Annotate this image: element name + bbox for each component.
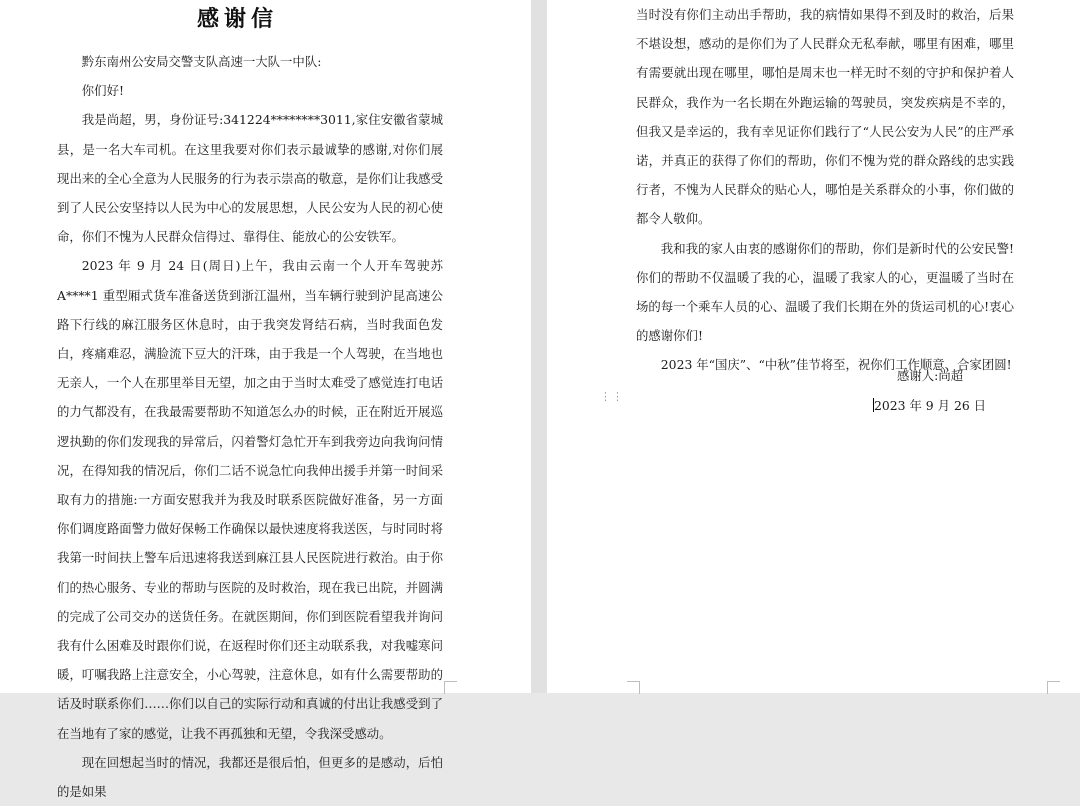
page-corner-mark — [444, 681, 457, 694]
letter-title: 感谢信 — [196, 6, 278, 32]
signature-name: 感谢人:尚超 — [897, 368, 964, 383]
letter-paragraph-reflection-start: 现在回想起当时的情况，我都还是很后怕，但更多的是感动，后怕的是如果 — [57, 754, 443, 800]
document-page-right[interactable] — [547, 0, 1080, 693]
letter-paragraph-wishes: 2023 年“国庆”、“中秋”佳节将至，祝你们工作顺意、合家团圆! — [660, 357, 1012, 373]
letter-paragraph-incident: 2023 年 9 月 24 日(周日)上午，我由云南一个人开车驾驶苏 A****1 重型厢式货车准备送货到浙江温州，当车辆行驶到沪昆高速公路下行线的麻江服务区休息时，由于我突发肾结石病，当时我面色发白，疼痛难忍，满脸流下豆大的汗珠，由于我是一个人驾驶，在当地也无亲人，一个人在那里举目无望，加之由于当时太难受了感觉连打电话的力气都没有，在我最需要帮助不知道怎么办的时候，正在附近开展巡逻执勤的你们发现我的异常后，闪着警灯急忙开车到我旁边向我询问情况，在得知我的情况后，你们二话不说急忙向我伸出援手并第一时间采取有力的措施:一方面安慰我并为我及时联系医院做好准备，另一方面你们调度路面警力做好保畅工作确保以最快速度将我送医，与时同时将我第一时间扶上警车后迅速将我送到麻江县人民医院进行救治。由于你们的热心服务、专业的帮助与医院的及时救治，现在我已出院，并圆满的完成了公司交办的送货任务。在就医期间，你们到医院看望我并询问我有什么困难及时跟你们说，在返程时你们还主动联系我，对我嘘寒问暖，叮嘱我路上注意安全，小心驾驶，注意休息，如有什么需要帮助的话及时联系你们……你们以自己的实际行动和真诚的付出让我感受到了在当地有了家的感觉，让我不再孤独和无望，令我深受感动。 — [57, 258, 443, 741]
signature-date-line[interactable] — [873, 396, 986, 414]
signature-date: 2023 年 9 月 26 日 — [874, 398, 987, 413]
letter-greeting: 你们好! — [81, 83, 124, 99]
paragraph-drag-handle-icon[interactable]: ⋮⋮ — [600, 390, 624, 403]
letter-addressee: 黔东南州公安局交警支队高速一大队一中队: — [81, 54, 322, 69]
left-page-body[interactable] — [57, 47, 443, 806]
right-page-body[interactable] — [636, 0, 1014, 380]
page-gap — [531, 0, 547, 693]
letter-paragraph-reflection-end: 当时没有你们主动出手帮助，我的病情如果得不到及时的救治，后果不堪设想，感动的是你们为了人民群众无私奉献，哪里有困难，哪里有需要就出现在哪里，哪怕是周末也一样无时不刻的守护和保护着人民群众，我作为一名长期在外跑运输的驾驶员，突发疾病是不幸的，但我又是幸运的，我有幸见证你们践行了“人民公安为人民”的庄严承诺，并真正的获得了你们的帮助，你们不愧为党的群众路线的忠实践行者，不愧为人民群众的贴心人，哪怕是关系群众的小事，你们做的都令人敬仰。 — [636, 7, 1014, 227]
document-page-left[interactable] — [0, 0, 531, 800]
letter-paragraph-intro: 我是尚超，男，身份证号:341224********3011,家住安徽省蒙城县，是一名大车司机。在这里我要对你们表示最诚挚的感谢,对你们展现出来的全心全意为人民服务的行为表示崇高的敬意，是你们让我感受到了人民公安坚持以人民为中心的发展思想，人民公安为人民的初心使命，你们不愧为人民群众信得过、靠得住、能放心的公安铁军。 — [57, 112, 443, 245]
letter-paragraph-thanks: 我和我的家人由衷的感谢你们的帮助，你们是新时代的公安民警!你们的帮助不仅温暖了我的心，温暖了我家人的心，更温暖了当时在场的每一个乘车人员的心、温暖了我们长期在外的货运司机的心!衷心的感谢你们! — [636, 240, 1014, 344]
page-corner-mark-left — [627, 681, 640, 694]
page-corner-mark-right — [1047, 681, 1060, 694]
